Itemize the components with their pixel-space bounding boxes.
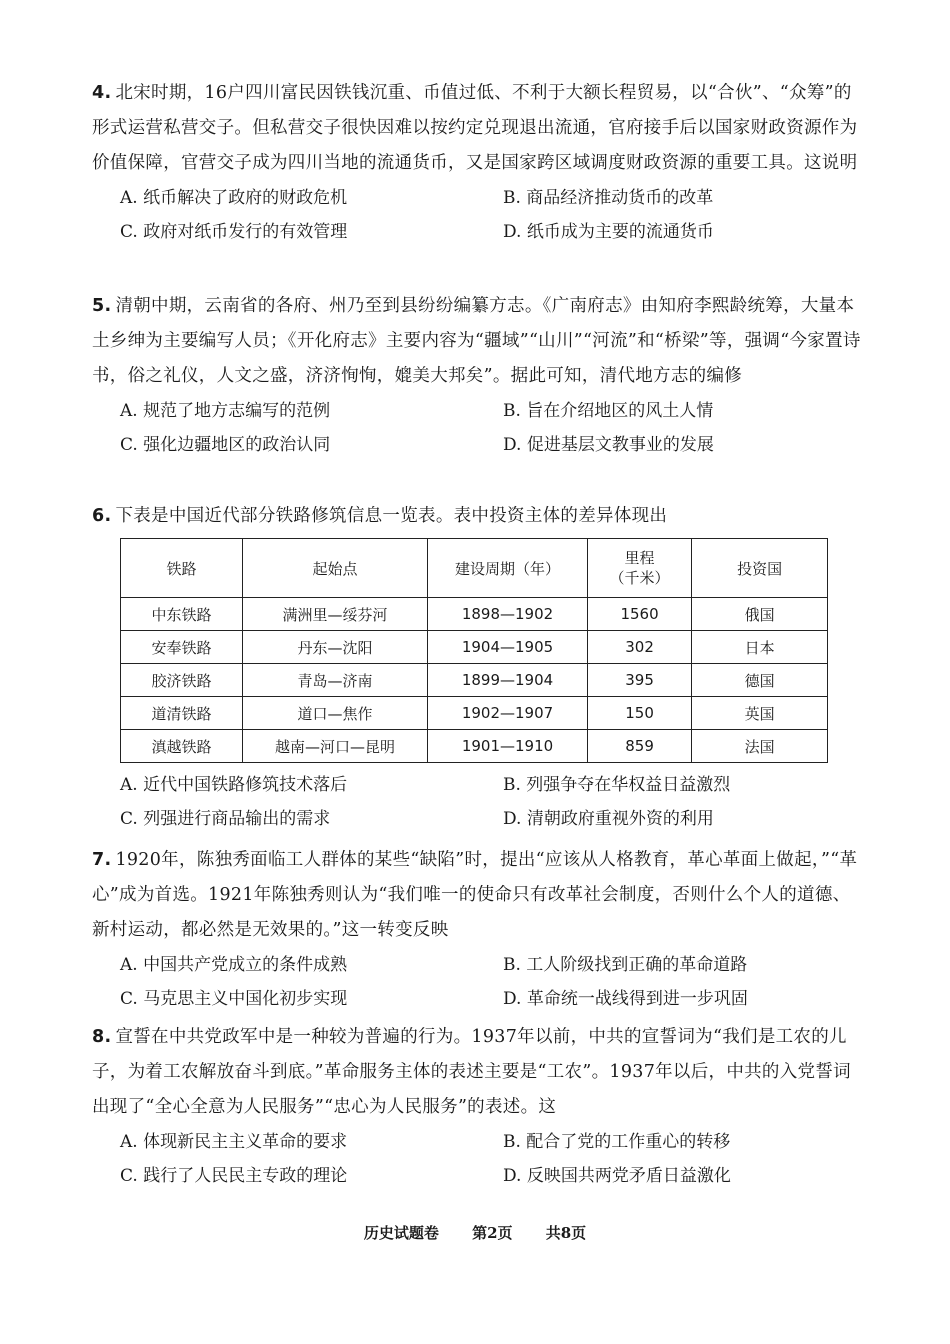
question-6-option-b[interactable]: B. 列强争夺在华权益日益激烈	[503, 775, 731, 795]
cell-mileage: 395	[587, 664, 691, 697]
cell-route: 青岛—济南	[242, 664, 427, 697]
cell-investor: 法国	[692, 730, 828, 763]
question-6-option-d[interactable]: D. 清朝政府重视外资的利用	[503, 809, 714, 829]
cell-railway: 安奉铁路	[121, 631, 243, 664]
question-5	[92, 289, 862, 462]
question-8-number: 8.	[92, 1027, 112, 1047]
question-4-stem	[92, 76, 862, 181]
question-4-number: 4.	[92, 83, 112, 103]
page-footer	[0, 1222, 950, 1243]
cell-period: 1904—1905	[428, 631, 588, 664]
railway-table	[120, 538, 828, 763]
question-5-number: 5.	[92, 296, 112, 316]
question-6-options	[120, 768, 862, 836]
header-route: 起始点	[242, 539, 427, 598]
cell-mileage: 859	[587, 730, 691, 763]
question-7-option-a[interactable]: A. 中国共产党成立的条件成熟	[120, 955, 348, 975]
cell-railway: 滇越铁路	[121, 730, 243, 763]
question-7-option-d[interactable]: D. 革命统一战线得到进一步巩固	[503, 989, 748, 1009]
cell-investor: 德国	[692, 664, 828, 697]
question-8-option-d[interactable]: D. 反映国共两党矛盾日益激化	[503, 1166, 731, 1186]
question-4	[92, 76, 862, 249]
cell-route: 越南—河口—昆明	[242, 730, 427, 763]
question-8	[92, 1020, 862, 1193]
footer-total-pages: 共8页	[545, 1224, 587, 1242]
cell-route: 丹东—沈阳	[242, 631, 427, 664]
cell-period: 1902—1907	[428, 697, 588, 730]
question-6-option-a[interactable]: A. 近代中国铁路修筑技术落后	[120, 775, 348, 795]
question-6	[92, 499, 862, 534]
cell-period: 1901—1910	[428, 730, 588, 763]
question-4-option-d[interactable]: D. 纸币成为主要的流通货币	[503, 222, 714, 242]
header-railway: 铁路	[121, 539, 243, 598]
question-7-stem	[92, 843, 862, 948]
question-5-option-a[interactable]: A. 规范了地方志编写的范例	[120, 401, 331, 421]
cell-mileage: 1560	[587, 598, 691, 631]
header-period: 建设周期（年）	[428, 539, 588, 598]
cell-route: 满洲里—绥芬河	[242, 598, 427, 631]
question-4-option-b[interactable]: B. 商品经济推动货币的改革	[503, 188, 714, 208]
table-row	[121, 631, 828, 664]
question-6-answers	[92, 768, 862, 836]
header-mileage	[587, 539, 691, 598]
header-investor: 投资国	[692, 539, 828, 598]
question-6-option-c[interactable]: C. 列强进行商品输出的需求	[120, 809, 331, 829]
question-8-options	[120, 1125, 862, 1193]
cell-railway: 道清铁路	[121, 697, 243, 730]
cell-period: 1898—1902	[428, 598, 588, 631]
table-row	[121, 697, 828, 730]
question-7-option-b[interactable]: B. 工人阶级找到正确的革命道路	[503, 955, 748, 975]
table-row	[121, 664, 828, 697]
table-row	[121, 730, 828, 763]
question-7-option-c[interactable]: C. 马克思主义中国化初步实现	[120, 989, 348, 1009]
table-row	[121, 598, 828, 631]
cell-investor: 俄国	[692, 598, 828, 631]
question-5-stem	[92, 289, 862, 394]
footer-subject: 历史试题卷	[363, 1224, 439, 1242]
table-header-row	[121, 539, 828, 598]
cell-investor: 英国	[692, 697, 828, 730]
cell-railway: 中东铁路	[121, 598, 243, 631]
cell-period: 1899—1904	[428, 664, 588, 697]
question-4-options	[120, 181, 862, 249]
question-8-stem	[92, 1020, 862, 1125]
question-5-option-d[interactable]: D. 促进基层文教事业的发展	[503, 435, 714, 455]
question-7-text: 1920年，陈独秀面临工人群体的某些“缺陷”时，提出“应该从人格教育，革心革面上做起，”“革心”成为首选。1921年陈独秀则认为“我们唯一的使命只有改革社会制度，否则什么个人的道德、新村运动，都必然是无效果的。”这一转变反映	[92, 850, 858, 940]
question-5-option-b[interactable]: B. 旨在介绍地区的风土人情	[503, 401, 714, 421]
header-mileage-unit: （千米）	[609, 569, 670, 587]
question-8-option-c[interactable]: C. 践行了人民民主专政的理论	[120, 1166, 348, 1186]
question-5-options	[120, 394, 862, 462]
cell-mileage: 302	[587, 631, 691, 664]
question-6-number: 6.	[92, 506, 112, 526]
cell-railway: 胶济铁路	[121, 664, 243, 697]
question-5-text: 清朝中期，云南省的各府、州乃至到县纷纷编纂方志。《广南府志》由知府李熙龄统筹，大量本土乡绅为主要编写人员；《开化府志》主要内容为“疆域”“山川”“河流”和“桥梁”等，强调“今家置诗书，俗之礼仪，人文之盛，济济恂恂，媲美大邦矣”。据此可知，清代地方志的编修	[92, 296, 861, 386]
question-4-text: 北宋时期，16户四川富民因铁钱沉重、币值过低、不利于大额长程贸易，以“合伙”、“众筹”的形式运营私营交子。但私营交子很快因难以按约定兑现退出流通，官府接手后以国家财政资源作为价值保障，官营交子成为四川当地的流通货币，又是国家跨区域调度财政资源的重要工具。这说明	[92, 83, 858, 173]
cell-investor: 日本	[692, 631, 828, 664]
cell-mileage: 150	[587, 697, 691, 730]
question-6-text: 下表是中国近代部分铁路修筑信息一览表。表中投资主体的差异体现出	[115, 506, 668, 526]
question-8-option-a[interactable]: A. 体现新民主主义革命的要求	[120, 1132, 348, 1152]
question-4-option-c[interactable]: C. 政府对纸币发行的有效管理	[120, 222, 348, 242]
header-mileage-label: 里程	[624, 549, 655, 567]
question-7-options	[120, 948, 862, 1016]
question-7	[92, 843, 862, 1016]
question-4-option-a[interactable]: A. 纸币解决了政府的财政危机	[120, 188, 348, 208]
question-6-stem	[92, 499, 862, 534]
question-5-option-c[interactable]: C. 强化边疆地区的政治认同	[120, 435, 331, 455]
question-8-text: 宣誓在中共党政军中是一种较为普遍的行为。1937年以前，中共的宣誓词为“我们是工农的儿子，为着工农解放奋斗到底。”革命服务主体的表述主要是“工农”。1937年以后，中共的入党誓词出现了“全心全意为人民服务”“忠心为人民服务”的表述。这	[92, 1027, 851, 1117]
question-8-option-b[interactable]: B. 配合了党的工作重心的转移	[503, 1132, 731, 1152]
footer-page-number: 第2页	[472, 1224, 513, 1242]
cell-route: 道口—焦作	[242, 697, 427, 730]
question-7-number: 7.	[92, 850, 112, 870]
